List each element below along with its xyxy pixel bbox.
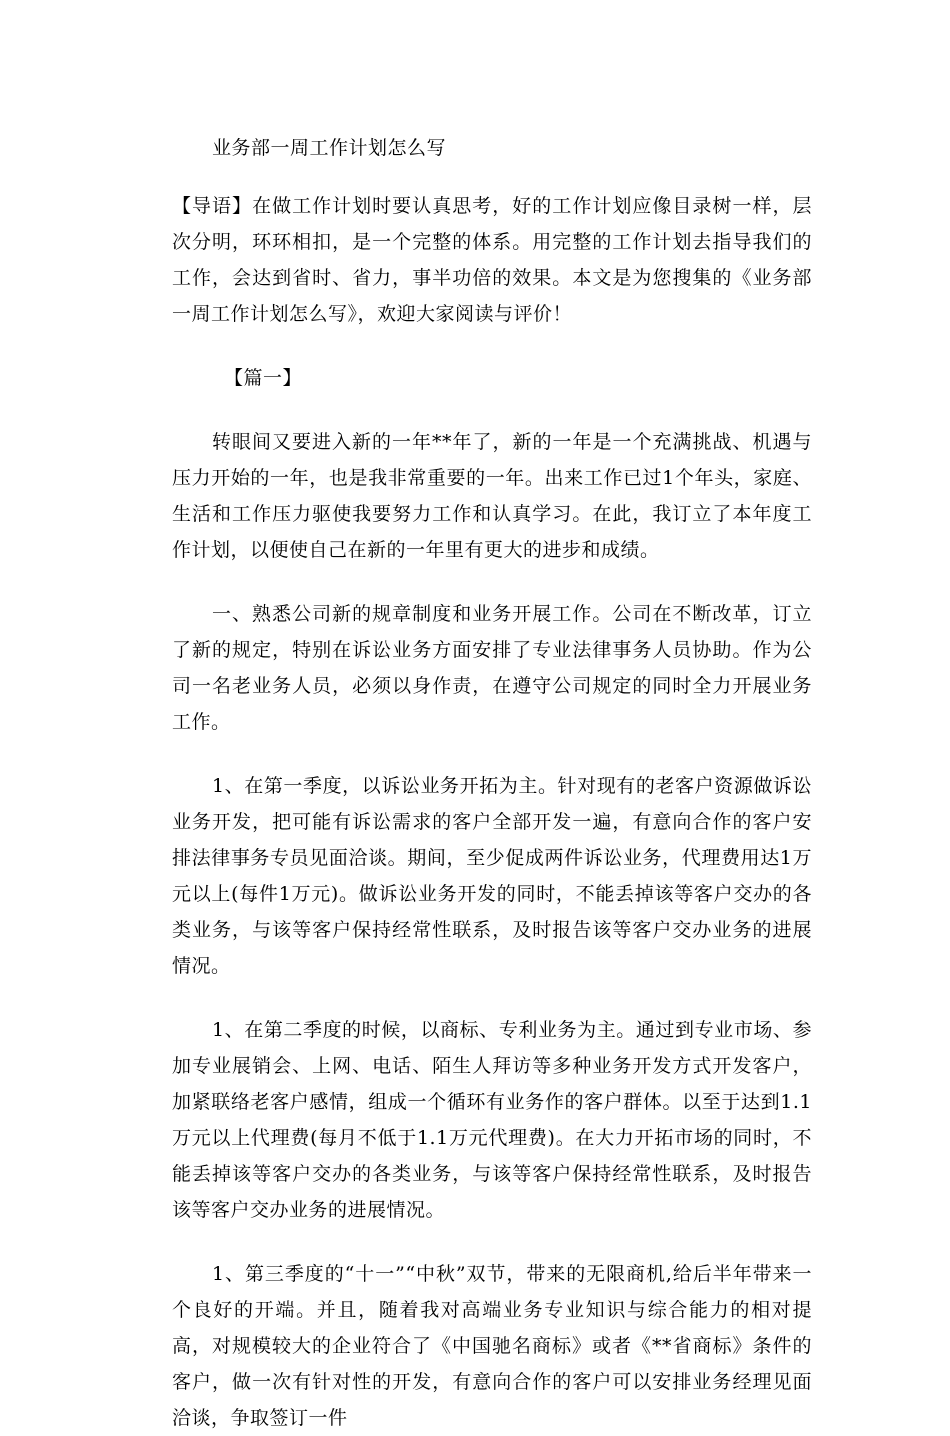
body-paragraph-4: 1、在第二季度的时候，以商标、专利业务为主。通过到专业市场、参加专业展销会、上网、电话、陌生人拜访等多种业务开发方式开发客户，加紧联络老客户感情，组成一个循环有业务作的客户群体。以至于达到1.1万元以上代理费(每月不低于1.1万元代理费)。在大力开拓市场的同时，不能丢掉该等客户交办的各类业务，与该等客户保持经常性联系，及时报告该等客户交办业务的进展情况。: [172, 1019, 812, 1221]
body-paragraph-3: 1、在第一季度，以诉讼业务开拓为主。针对现有的老客户资源做诉讼业务开发，把可能有诉讼需求的客户全部开发一遍，有意向合作的客户安排法律事务专员见面洽谈。期间，至少促成两件诉讼业务，代理费用达1万元以上(每件1万元)。做诉讼业务开发的同时，不能丢掉该等客户交办的各类业务，与该等客户保持经常性联系，及时报告该等客户交办业务的进展情况。: [172, 775, 812, 977]
document-title: 业务部一周工作计划怎么写: [212, 137, 447, 159]
intro-paragraph: 【导语】在做工作计划时要认真思考，好的工作计划应像目录树一样，层次分明，环环相扣，是一个完整的体系。用完整的工作计划去指导我们的工作，会达到省时、省力，事半功倍的效果。本文是为您搜集的《业务部一周工作计划怎么写》，欢迎大家阅读与评价！: [172, 195, 812, 325]
document-body: [172, 130, 812, 1436]
section-heading: 【篇一】: [224, 367, 303, 389]
body-paragraph-2: 一、熟悉公司新的规章制度和业务开展工作。公司在不断改革，订立了新的规定，特别在诉讼业务方面安排了专业法律事务人员协助。作为公司一名老业务人员，必须以身作责，在遵守公司规定的同时全力开展业务工作。: [172, 603, 812, 733]
body-paragraph-5: 1、第三季度的“十一”“中秋”双节，带来的无限商机,给后半年带来一个良好的开端。并且，随着我对高端业务专业知识与综合能力的相对提高，对规模较大的企业符合了《中国驰名商标》或者《**省商标》条件的客户，做一次有针对性的开发，有意向合作的客户可以安排业务经理见面洽谈，争取签订一件: [172, 1263, 812, 1429]
body-paragraph-1: 转眼间又要进入新的一年**年了，新的一年是一个充满挑战、机遇与压力开始的一年，也是我非常重要的一年。出来工作已过1个年头，家庭、生活和工作压力驱使我要努力工作和认真学习。在此，我订立了本年度工作计划，以便使自己在新的一年里有更大的进步和成绩。: [172, 431, 812, 561]
